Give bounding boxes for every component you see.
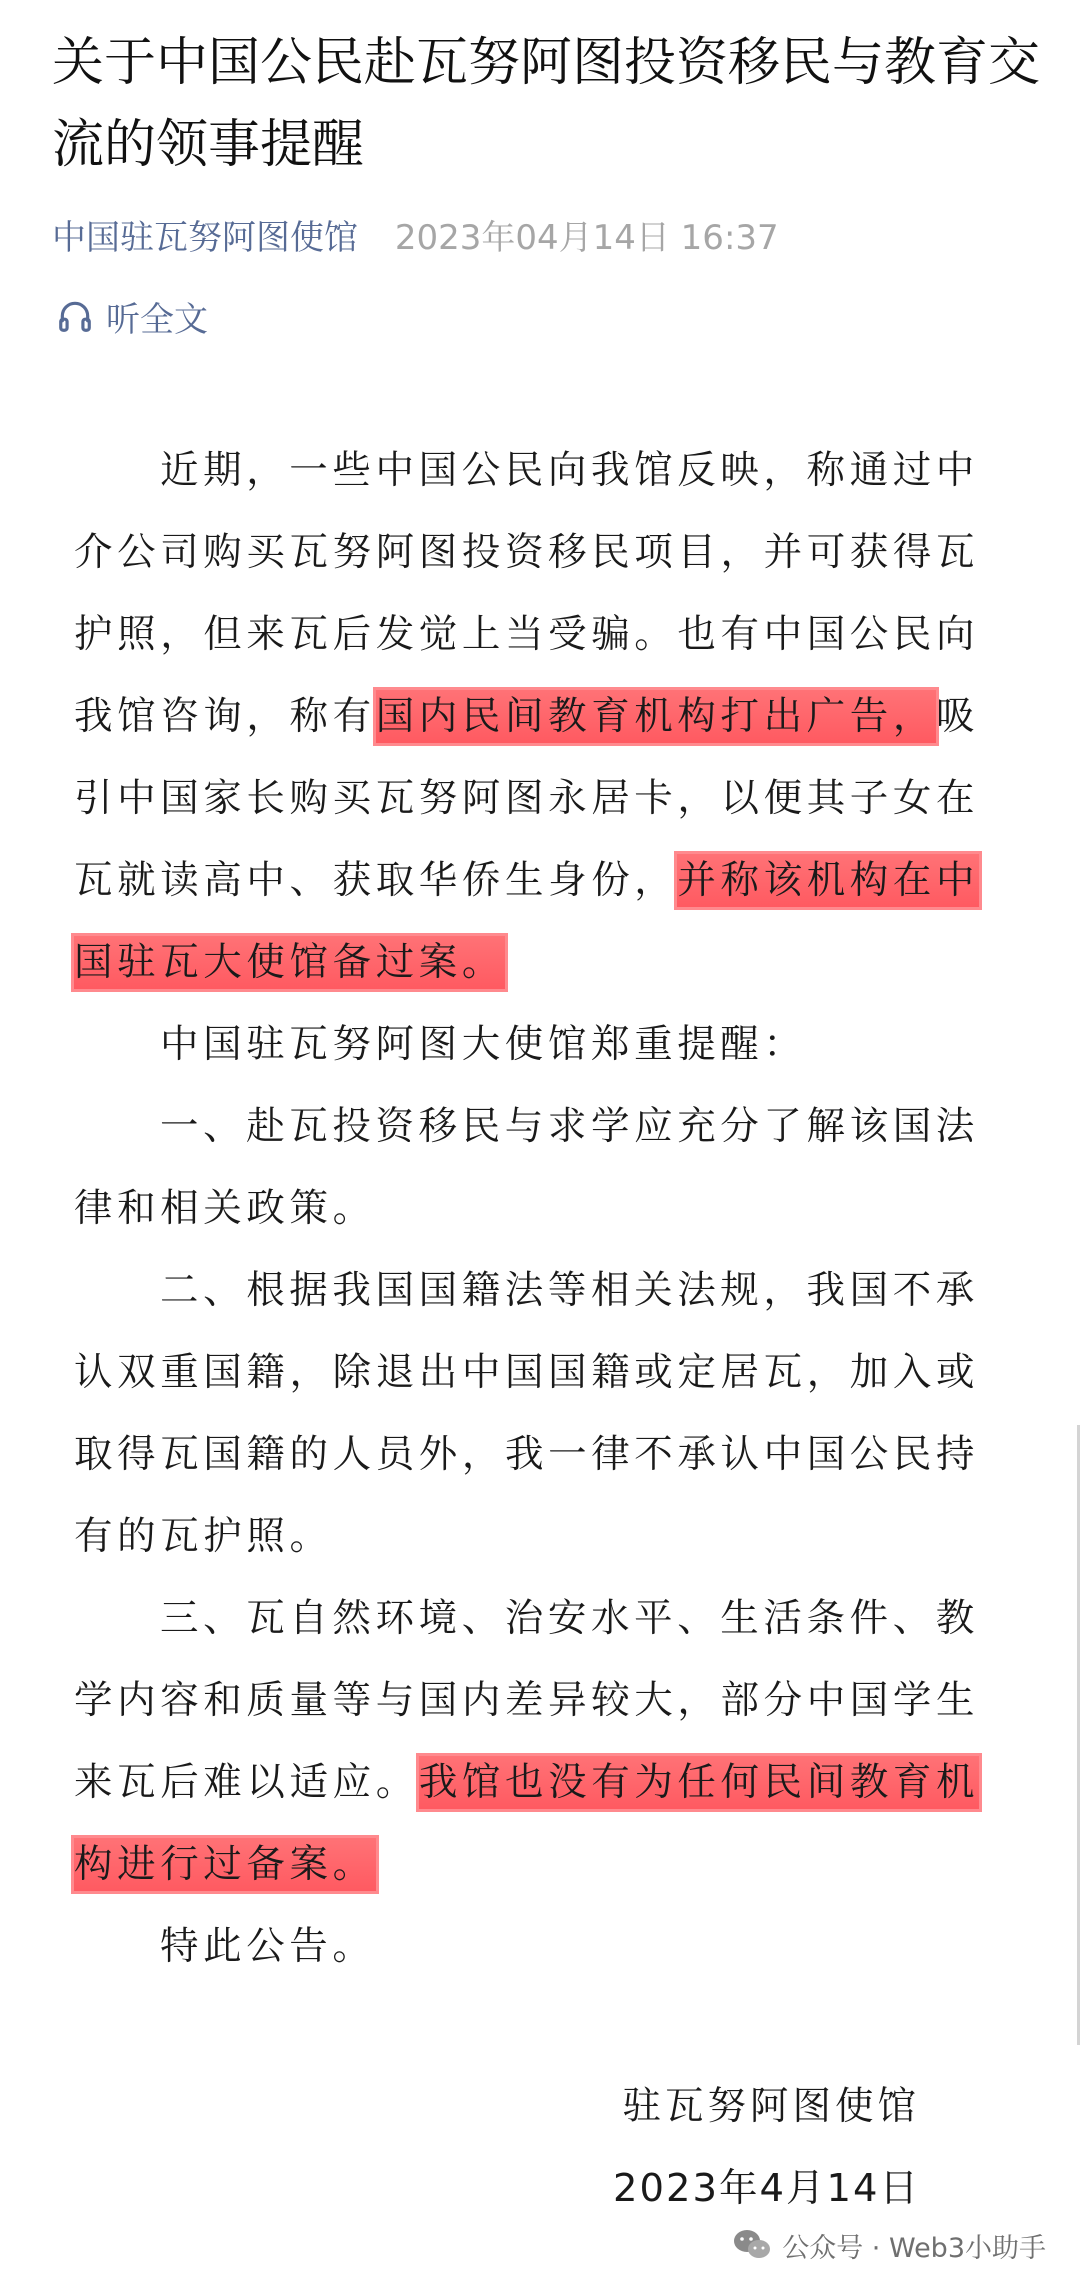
highlight-ad-claim: 国内民间教育机构打出广告， [376,690,936,743]
highlight-embassy-claim: 并称该机构在中国驻瓦大使馆备过案。 [74,854,979,989]
paragraph-1-text-b: 吸引中国家长购买瓦努阿图永居卡，以便其子女在瓦就读高中、获取华侨生身份， [74,694,980,903]
watermark-text: 公众号 · Web3小助手 [782,2232,1046,2264]
account-name-link[interactable]: 中国驻瓦努阿图使馆 [52,218,358,258]
watermark [732,2220,1046,2270]
paragraph-5 [74,1578,1020,1906]
paragraph-5-text: 三、瓦自然环境、治安水平、生活条件、教学内容和质量等与国内差异较大，部分中国学生来瓦后难以适应。 [74,1596,980,1805]
paragraph-6: 特此公告。 [160,1924,376,1969]
highlight-no-filing: 我馆也没有为任何民间教育机构进行过备案。 [74,1756,979,1891]
article-body [74,430,1020,1988]
paragraph-1 [74,430,1020,1004]
paragraph-1-text-a: 近期，一些中国公民向我馆反映，称通过中介公司购买瓦努阿图投资移民项目，并可获得瓦护照，但来瓦后发觉上当受骗。也有中国公民向我馆咨询，称有 [74,448,980,739]
paragraph-3: 一、赴瓦投资移民与求学应充分了解该国法律和相关政策。 [74,1104,979,1231]
article-title: 关于中国公民赴瓦努阿图投资移民与教育交流的领事提醒 [52,33,1041,175]
paragraph-4: 二、根据我国国籍法等相关法规，我国不承认双重国籍，除退出中国国籍或定居瓦，加入或取得瓦国籍的人员外，我一律不承认中国公民持有的瓦护照。 [74,1268,980,1559]
signature-org: 驻瓦努阿图使馆 [622,2084,920,2129]
publish-date: 2023年04月14日 16:37 [394,218,779,258]
paragraph-2: 中国驻瓦努阿图大使馆郑重提醒： [160,1022,807,1067]
wechat-icon [732,2228,772,2262]
article-meta [52,210,779,266]
listen-full-text-button[interactable] [56,288,208,344]
signature-date: 2023年4月14日 [613,2166,920,2211]
headphones-icon [56,297,94,335]
listen-label: 听全文 [106,299,208,340]
